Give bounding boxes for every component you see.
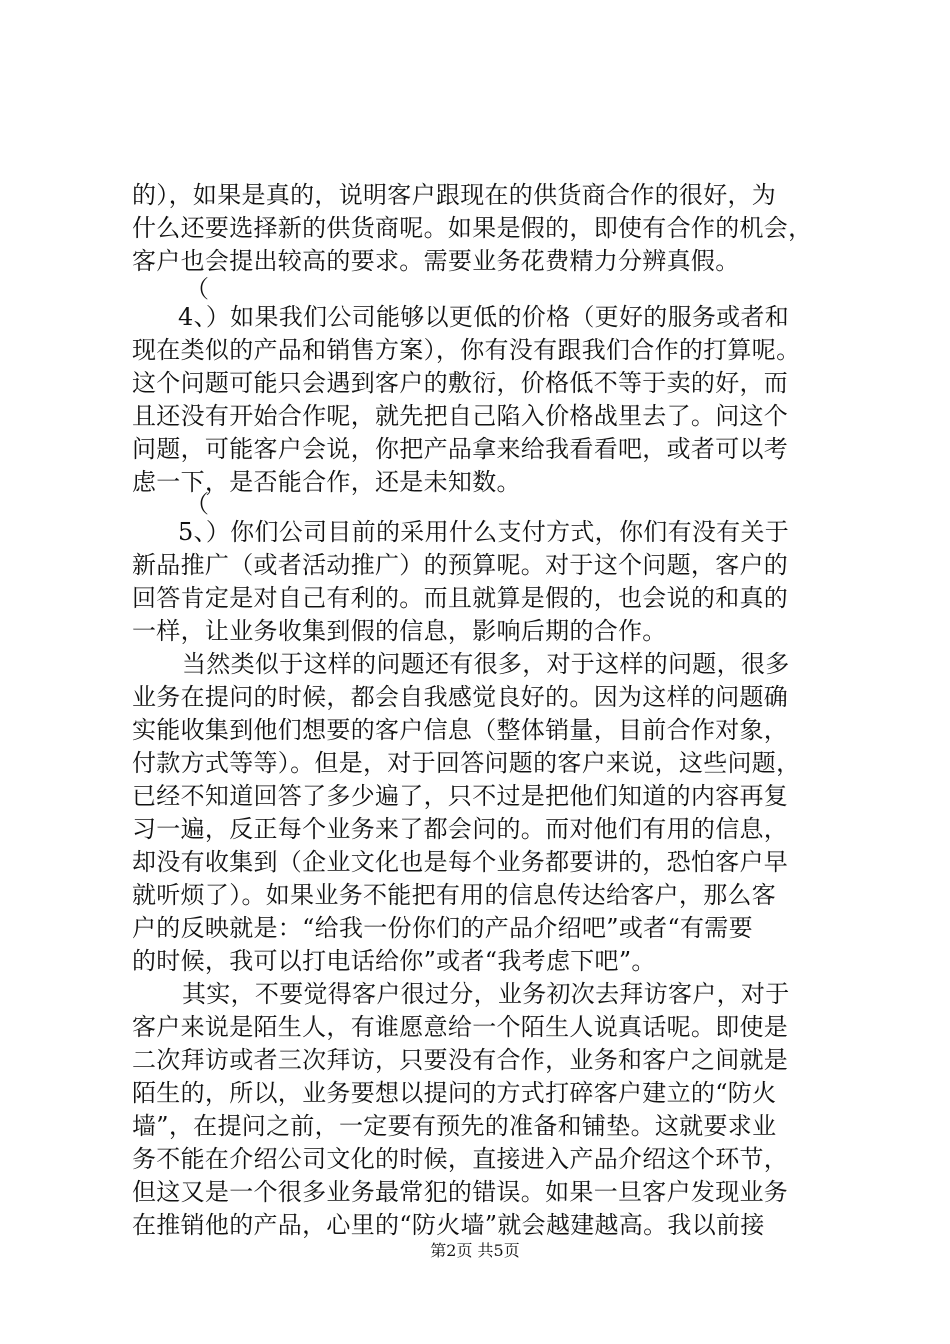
text-line: 的），如果是真的，说明客户跟现在的供货商合作的很好，为 [132,181,777,209]
text-line: 二次拜访或者三次拜访，只要没有合作，业务和客户之间就是 [132,1046,789,1074]
text-line: 陌生的，所以，业务要想以提问的方式打碎客户建立的“防火 [132,1079,777,1107]
text-line: 什么还要选择新的供货商呢。如果是假的，即使有合作的机会， [132,214,813,242]
text-line: 户的反映就是：“给我一份你们的产品介绍吧”或者“有需要 [132,914,753,942]
text-line: 就听烦了）。如果业务不能把有用的信息传达给客户，那么客 [132,881,777,909]
text-line: 且还没有开始合作呢，就先把自己陷入价格战里去了。问这个 [132,402,789,430]
text-line: 一样，让业务收集到假的信息，影响后期的合作。 [132,617,667,645]
text-line: 习一遍，反正每个业务来了都会问的。而对他们有用的信息， [132,815,789,843]
text-line: 当然类似于这样的问题还有很多，对于这样的问题，很多 [182,650,790,678]
text-line: 业务在提问的时候，都会自我感觉良好的。因为这样的问题确 [132,683,789,711]
text-line: 的时候，我可以打电话给你”或者“我考虑下吧”。 [132,947,656,975]
text-line: 但这又是一个很多业务最常犯的错误。如果一旦客户发现业务 [132,1178,789,1206]
text-line: 虑一下，是否能合作，还是未知数。 [132,468,521,496]
text-line: 在推销他的产品，心里的“防火墙”就会越建越高。我以前接 [132,1211,765,1239]
text-line: 务不能在介绍公司文化的时候，直接进入产品介绍这个环节， [132,1145,789,1173]
text-line: 其实，不要觉得客户很过分，业务初次去拜访客户，对于 [182,980,790,1008]
text-line: 墙”，在提问之前，一定要有预先的准备和铺垫。这就要求业 [132,1112,777,1140]
text-line: 客户也会提出较高的要求。需要业务花费精力分辨真假。 [132,247,740,275]
text-line: （ [185,490,210,518]
text-line: 5、）你们公司目前的采用什么支付方式，你们有没有关于 [178,518,790,546]
text-line: 这个问题可能只会遇到客户的敷衍，价格低不等于卖的好，而 [132,369,789,397]
page-number-footer: 第2页 共5页 [430,1241,520,1260]
text-line: 问题，可能客户会说，你把产品拿来给我看看吧，或者可以考 [132,435,789,463]
text-line: 付款方式等等）。但是，对于回答问题的客户来说，这些问题， [132,749,801,777]
text-line: 4、）如果我们公司能够以更低的价格（更好的服务或者和 [178,303,790,331]
text-line: 客户来说是陌生人，有谁愿意给一个陌生人说真话呢。即使是 [132,1013,789,1041]
text-line: （ [185,275,210,303]
text-line: 实能收集到他们想要的客户信息（整体销量，目前合作对象， [132,716,789,744]
text-line: 新品推广（或者活动推广）的预算呢。对于这个问题，客户的 [132,551,789,579]
text-line: 已经不知道回答了多少遍了，只不过是把他们知道的内容再复 [132,782,789,810]
text-line: 现在类似的产品和销售方案），你有没有跟我们合作的打算呢。 [132,336,801,364]
text-line: 却没有收集到（企业文化也是每个业务都要讲的，恐怕客户早 [132,848,789,876]
text-line: 回答肯定是对自己有利的。而且就算是假的，也会说的和真的 [132,584,789,612]
